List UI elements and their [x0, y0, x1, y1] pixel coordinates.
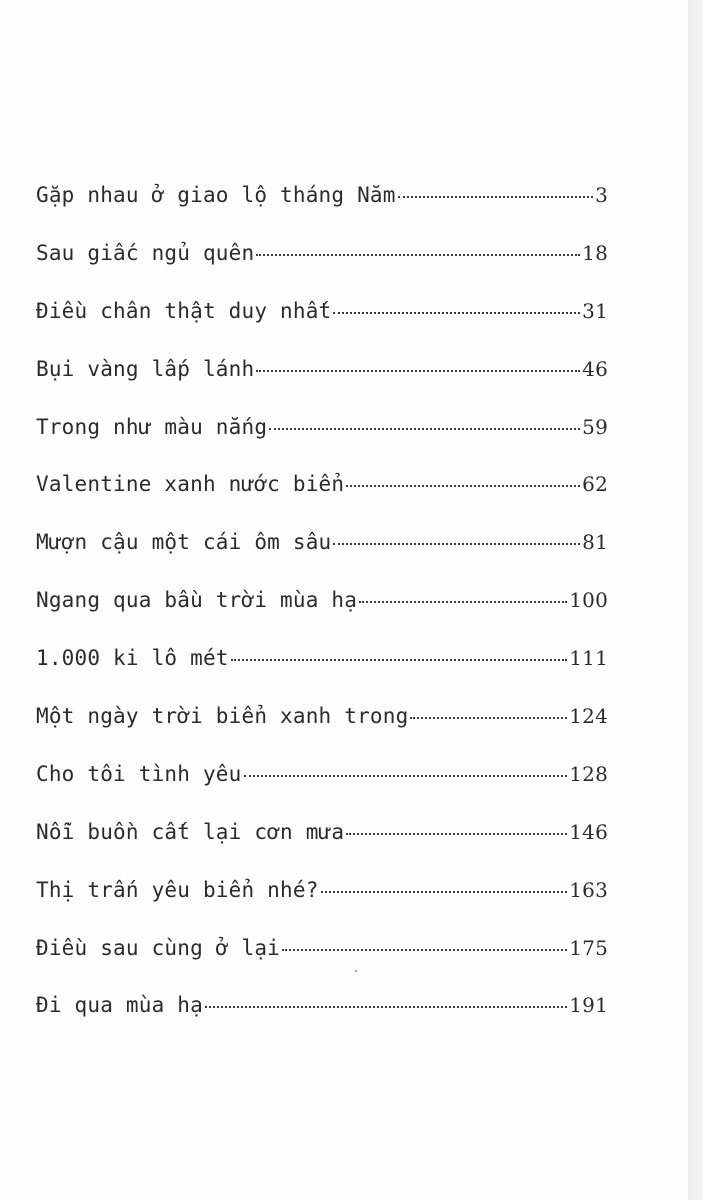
toc-entry — [36, 357, 608, 415]
toc-entry-page: 62 — [582, 472, 608, 497]
toc-entry-page: 81 — [582, 530, 608, 555]
toc-entry-page: 191 — [569, 993, 608, 1018]
toc-entry-title: Mượn cậu một cái ôm sâu — [36, 530, 332, 555]
dot-leader — [205, 1006, 567, 1008]
toc-entry-title: Ngang qua bầu trời mùa hạ — [36, 588, 358, 613]
table-of-contents — [36, 183, 608, 1051]
page-edge — [688, 0, 703, 1200]
toc-entry-title: Gặp nhau ở giao lộ tháng Năm — [36, 183, 396, 207]
toc-entry — [36, 299, 608, 357]
toc-entry-page: 100 — [569, 588, 608, 613]
dot-leader — [269, 428, 580, 430]
toc-entry-title: Bụi vàng lấp lánh — [36, 356, 255, 381]
toc-entry-page: 111 — [569, 646, 608, 671]
toc-entry-page: 124 — [569, 704, 608, 729]
toc-entry-title: Một ngày trời biển xanh trong — [36, 704, 409, 729]
dot-leader — [256, 370, 580, 372]
toc-entry-title: Nỗi buồn cất lại cơn mưa — [36, 819, 345, 844]
toc-entry-page: 31 — [582, 298, 608, 323]
toc-entry-title: Đi qua mùa hạ — [36, 993, 203, 1018]
toc-entry — [36, 993, 608, 1051]
toc-entry — [36, 762, 608, 820]
toc-entry — [36, 704, 608, 762]
toc-entry — [36, 878, 608, 936]
dot-leader — [333, 312, 580, 314]
dot-leader — [256, 254, 580, 256]
toc-entry-page: 46 — [582, 356, 608, 381]
toc-entry — [36, 183, 608, 241]
toc-entry-page: 163 — [569, 877, 608, 902]
toc-entry — [36, 241, 608, 299]
toc-entry-title: 1.000 ki lô mét — [36, 646, 229, 671]
toc-entry-title: Sau giấc ngủ quên — [36, 240, 255, 265]
toc-entry-page: 175 — [569, 935, 608, 960]
toc-entry — [36, 936, 608, 994]
toc-entry-page: 18 — [582, 240, 608, 265]
dot-leader — [346, 485, 580, 487]
toc-entry-page: 128 — [569, 761, 608, 786]
toc-entry-page: 146 — [569, 819, 608, 844]
toc-entry-title: Valentine xanh nước biển — [36, 472, 345, 497]
toc-entry — [36, 820, 608, 878]
toc-entry-title: Điều chân thật duy nhất — [36, 298, 332, 323]
dot-leader — [231, 659, 568, 661]
dot-leader — [282, 949, 567, 951]
toc-entry — [36, 646, 608, 704]
toc-entry-title: Trong như màu nắng — [36, 414, 268, 439]
toc-entry — [36, 472, 608, 530]
paper-speck — [355, 970, 357, 972]
toc-entry — [36, 530, 608, 588]
toc-entry-page: 3 — [595, 183, 608, 207]
dot-leader — [410, 717, 567, 719]
toc-entry-title: Điều sau cùng ở lại — [36, 935, 281, 960]
dot-leader — [244, 775, 568, 777]
dot-leader — [398, 196, 593, 198]
toc-entry-title: Thị trấn yêu biển nhé? — [36, 877, 319, 902]
dot-leader — [321, 891, 568, 893]
dot-leader — [346, 833, 567, 835]
toc-entry — [36, 415, 608, 473]
toc-entry — [36, 588, 608, 646]
dot-leader — [333, 543, 580, 545]
dot-leader — [359, 601, 567, 603]
toc-entry-page: 59 — [582, 414, 608, 439]
toc-entry-title: Cho tôi tình yêu — [36, 761, 242, 786]
